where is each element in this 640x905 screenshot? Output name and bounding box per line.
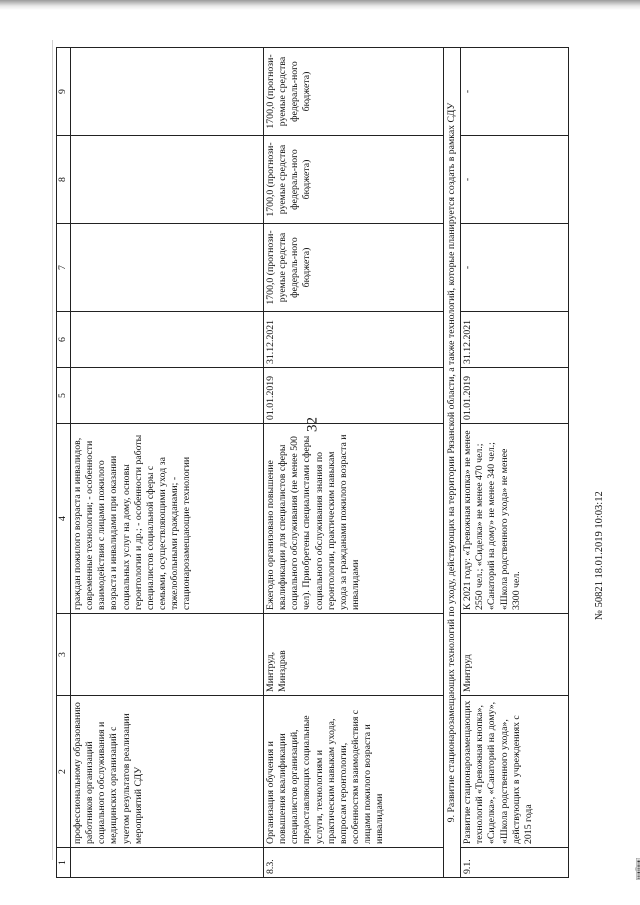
- col-header: 1: [57, 848, 71, 878]
- table-row-8-3: [264, 48, 444, 878]
- header-row: [57, 48, 71, 878]
- col-header: 3: [57, 614, 71, 696]
- scan-edge: [0, 0, 640, 10]
- cell-funding-2021: 1700,0 (прогнози-руемые средства федераль-ного бюджета): [264, 48, 444, 136]
- table-row-9-1: [461, 48, 569, 878]
- table-row-continued: [71, 48, 264, 878]
- cell-result: К 2021 году: «Тревожная кнопка» не менее 2550 чел.; «Сиделка» не менее 470 чел.; «Санаторий на дому» не менее 340 чел.; «Школа родственного ухода» не менее 3300 чел.: [461, 424, 569, 614]
- cell-end: 31.12.2021: [264, 312, 444, 368]
- barcode-stamp-icon: [602, 858, 640, 880]
- col-header: 9: [57, 48, 71, 136]
- section-row: [444, 48, 461, 878]
- cell-name: профессиональному образованию работников организаций социального обслуживания и медицинских организаций с учетом результатов реализации мероприятий СДУ: [71, 696, 264, 848]
- section-heading: 9. Развитие стационарозамещающих технологий по уходу, действующих на территории Рязанской области, а также технологий, которые планируется создать в рамках СДУ: [444, 48, 461, 878]
- cell-result: Ежегодно организовано повышение квалификации для специалистов сферы социального обслуживания (не менее 500 чел). Приобретены специалистами сферы социального обслуживания знания по геронтологии, практическим навыкам ухода за гражданами пожилого возраста и инвалидами: [264, 424, 444, 614]
- cell-exec: Минтруд, Минздрав: [264, 614, 444, 696]
- col-header: 7: [57, 224, 71, 312]
- cell-start: 01.01.2019: [461, 368, 569, 424]
- margin-line: [52, 40, 53, 860]
- col-header: 4: [57, 424, 71, 614]
- cell-funding-2021: -: [461, 48, 569, 136]
- col-header: 6: [57, 312, 71, 368]
- cell-end: 31.12.2021: [461, 312, 569, 368]
- page-number: 32: [304, 417, 321, 432]
- col-header: 8: [57, 136, 71, 224]
- measures-table: [56, 47, 569, 878]
- col-header: 5: [57, 368, 71, 424]
- cell-funding-2020: -: [461, 136, 569, 224]
- cell-num: 9.1.: [461, 848, 569, 878]
- cell-start: 01.01.2019: [264, 368, 444, 424]
- rotated-page: [56, 48, 584, 878]
- registration-footer: № 50821 18.01.2019 10:03:12: [594, 491, 605, 620]
- cell-name: Развитие стационарозамещающих технологий «Тревожная кнопка», «Сиделка», «Санаторий на дому», «Школа родственного ухода», действующих в учреждениях с 2015 года: [461, 696, 569, 848]
- cell-num: 8.3.: [264, 848, 444, 878]
- cell-funding-2020: 1700,0 (прогнози-руемые средства федераль-ного бюджета): [264, 136, 444, 224]
- cell-name: Организация обучения и повышения квалификации специалистов организаций, предоставляющих социальные услуги, технологиям и практическим навыкам ухода, вопросам геронтологии, особенностям взаимодействия с лицами пожилого возраста и инвалидами: [264, 696, 444, 848]
- col-header: 2: [57, 696, 71, 848]
- cell-funding-2019: 1700,0 (прогнози-руемые средства федераль-ного бюджета): [264, 224, 444, 312]
- cell-exec: Минтруд: [461, 614, 569, 696]
- cell-result: граждан пожилого возраста и инвалидов, современные технологии; - особенности взаимодействия с лицами пожилого возраста и инвалидами при оказании социальных услуг на дому, основы геронтологии и др.; - особенности работы специалистов социальной сферы с семьями, осуществляющими уход за тяжелобольными гражданами; - стационарозамещающие технологии: [71, 424, 264, 614]
- cell-funding-2019: -: [461, 224, 569, 312]
